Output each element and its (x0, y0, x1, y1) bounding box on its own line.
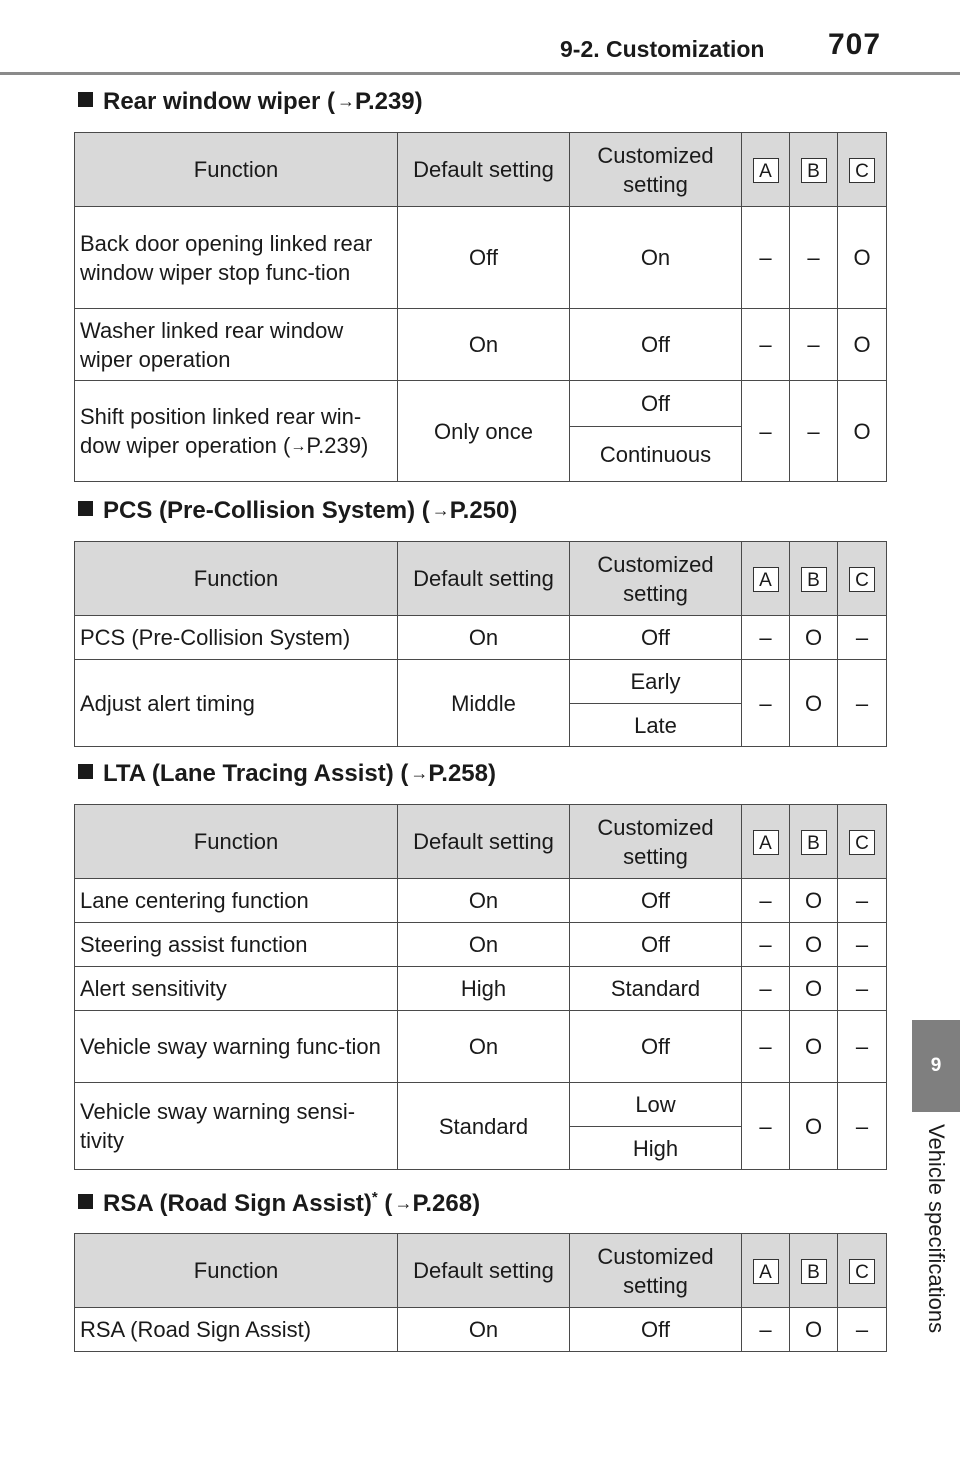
column-header-c: C (849, 158, 875, 183)
column-header-function: Function (75, 1234, 398, 1308)
table-pcs (74, 541, 887, 747)
page-reference-link[interactable]: P.239) (355, 88, 423, 115)
cell-custom-alt: Continuous (570, 427, 742, 482)
cell-b: – (790, 381, 838, 482)
column-header-custom: Customized setting (570, 542, 742, 616)
column-header-a: A (753, 158, 779, 183)
cell-default: On (398, 616, 570, 660)
column-header-function: Function (75, 805, 398, 879)
cell-a: – (742, 1308, 790, 1352)
cell-custom: Standard (570, 967, 742, 1011)
column-header-a: A (753, 567, 779, 592)
cell-function: Lane centering function (75, 879, 398, 923)
cell-function: Alert sensitivity (75, 967, 398, 1011)
cell-c: O (838, 207, 887, 309)
table-row (75, 1308, 887, 1352)
cell-c: – (838, 1011, 887, 1083)
cell-b: O (790, 616, 838, 660)
column-header-b: B (801, 158, 827, 183)
cell-default: On (398, 923, 570, 967)
cell-custom: Low (570, 1083, 742, 1127)
chapter-tab[interactable]: 9 (912, 1020, 960, 1112)
cell-default: On (398, 879, 570, 923)
cell-function: RSA (Road Sign Assist) (75, 1308, 398, 1352)
cell-custom: Off (570, 1011, 742, 1083)
cell-function: Washer linked rear window wiper operation (75, 309, 398, 381)
column-header-custom: Customized setting (570, 133, 742, 207)
cell-b: O (790, 1083, 838, 1170)
header-section-title: 9-2. Customization (560, 36, 765, 62)
cell-c: – (838, 1308, 887, 1352)
table-header-row (75, 1234, 887, 1308)
cell-custom: Off (570, 1308, 742, 1352)
column-header-default: Default setting (398, 805, 570, 879)
cell-custom: Off (570, 879, 742, 923)
cell-default: Only once (398, 381, 570, 482)
section-title-lta: LTA (Lane Tracing Assist) ( →P.258) (78, 760, 496, 788)
cell-a: – (742, 616, 790, 660)
cell-b: O (790, 1308, 838, 1352)
cell-function: Vehicle sway warning func-tion (75, 1011, 398, 1083)
cell-custom-alt: Late (570, 704, 742, 747)
table-row (75, 923, 887, 967)
column-header-default: Default setting (398, 133, 570, 207)
cell-function: PCS (Pre-Collision System) (75, 616, 398, 660)
cell-a: – (742, 967, 790, 1011)
square-bullet-icon (78, 1194, 93, 1209)
arrow-right-icon: → (410, 763, 429, 783)
cell-default: Standard (398, 1083, 570, 1170)
cell-function: Shift position linked rear win-dow wiper operation (→P.239) (75, 381, 398, 482)
arrow-right-icon: → (394, 1193, 413, 1213)
header-page-number: 707 (828, 28, 882, 61)
cell-a: – (742, 879, 790, 923)
chapter-tab-label: Vehicle specifications (924, 1124, 949, 1334)
column-header-c: C (849, 567, 875, 592)
column-header-default: Default setting (398, 1234, 570, 1308)
table-row (75, 1011, 887, 1083)
cell-b: O (790, 923, 838, 967)
table-lta (74, 804, 887, 1170)
cell-function: Vehicle sway warning sensi-tivity (75, 1083, 398, 1170)
table-rear-wiper (74, 132, 887, 482)
page-reference-link[interactable]: P.239) (306, 432, 369, 458)
page-reference-link[interactable]: P.258) (428, 760, 496, 787)
footnote-mark: * (371, 1189, 378, 1206)
cell-custom: Early (570, 660, 742, 704)
section-title-pcs: PCS (Pre-Collision System) ( →P.250) (78, 497, 517, 525)
column-header-custom: Customized setting (570, 805, 742, 879)
cell-a: – (742, 381, 790, 482)
cell-c: – (838, 923, 887, 967)
cell-default: Middle (398, 660, 570, 747)
column-header-a: A (753, 830, 779, 855)
cell-c: – (838, 967, 887, 1011)
cell-b: O (790, 879, 838, 923)
column-header-b: B (801, 567, 827, 592)
page-reference-link[interactable]: P.268) (412, 1190, 481, 1217)
cell-a: – (742, 1083, 790, 1170)
cell-c: – (838, 879, 887, 923)
table-row (75, 309, 887, 381)
cell-c: O (838, 381, 887, 482)
table-header-row (75, 805, 887, 879)
column-header-c: C (849, 830, 875, 855)
arrow-right-icon: → (431, 500, 450, 520)
cell-b: – (790, 309, 838, 381)
cell-custom: Off (570, 616, 742, 660)
cell-function: Back door opening linked rear window wiper stop func-tion (75, 207, 398, 309)
header-divider (0, 72, 960, 75)
cell-a: – (742, 309, 790, 381)
cell-a: – (742, 1011, 790, 1083)
arrow-right-icon: → (337, 91, 356, 111)
page-header (0, 0, 960, 74)
table-row (75, 879, 887, 923)
square-bullet-icon (78, 764, 93, 779)
cell-c: – (838, 660, 887, 747)
column-header-function: Function (75, 133, 398, 207)
cell-default: On (398, 309, 570, 381)
table-rsa (74, 1233, 887, 1352)
cell-c: – (838, 616, 887, 660)
cell-c: O (838, 309, 887, 381)
arrow-right-icon: → (290, 437, 307, 455)
column-header-b: B (801, 1259, 827, 1284)
column-header-custom: Customized setting (570, 1234, 742, 1308)
cell-b: – (790, 207, 838, 309)
square-bullet-icon (78, 501, 93, 516)
column-header-function: Function (75, 542, 398, 616)
table-row (75, 381, 887, 427)
table-row (75, 967, 887, 1011)
table-row (75, 616, 887, 660)
cell-custom: Off (570, 381, 742, 427)
column-header-a: A (753, 1259, 779, 1284)
cell-a: – (742, 660, 790, 747)
cell-function: Adjust alert timing (75, 660, 398, 747)
table-row (75, 660, 887, 704)
cell-b: O (790, 967, 838, 1011)
cell-custom: Off (570, 923, 742, 967)
page-reference-link[interactable]: P.250) (449, 497, 518, 524)
cell-default: On (398, 1308, 570, 1352)
cell-a: – (742, 207, 790, 309)
cell-b: O (790, 660, 838, 747)
cell-custom: Off (570, 309, 742, 381)
column-header-c: C (849, 1259, 875, 1284)
cell-default: High (398, 967, 570, 1011)
section-title-rsa: RSA (Road Sign Assist)* ( →P.268) (78, 1189, 480, 1218)
table-header-row (75, 542, 887, 616)
cell-function: Steering assist function (75, 923, 398, 967)
cell-default: Off (398, 207, 570, 309)
square-bullet-icon (78, 92, 93, 107)
table-row (75, 1083, 887, 1127)
cell-custom-alt: High (570, 1127, 742, 1170)
cell-custom: On (570, 207, 742, 309)
section-title-rear-wiper: Rear window wiper ( →P.239) (78, 88, 423, 116)
table-row (75, 207, 887, 309)
cell-b: O (790, 1011, 838, 1083)
column-header-b: B (801, 830, 827, 855)
cell-a: – (742, 923, 790, 967)
table-header-row (75, 133, 887, 207)
column-header-default: Default setting (398, 542, 570, 616)
cell-c: – (838, 1083, 887, 1170)
cell-default: On (398, 1011, 570, 1083)
